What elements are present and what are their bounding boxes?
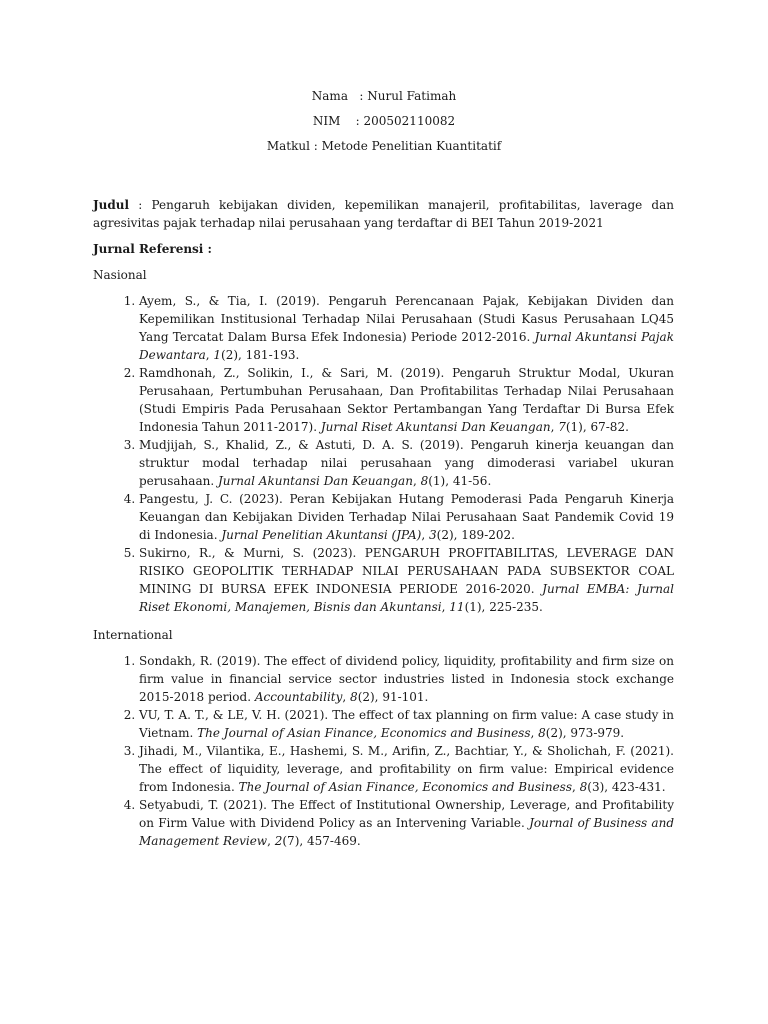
reference-item: 1. Ayem, S., & Tia, I. (2019). Pengaruh Perencanaan Pajak, Kebijakan Dividen dan Kepemilikan Institusional Terhadap Nilai Perusahaan (Studi Kasus Perusahaan LQ45 Yang Tercatat Dalam Bursa Efek Indonesia) Periode 2012-2016. Jurnal Akuntansi Pajak Dewantara, 1(2), 181-193. [139, 292, 674, 364]
nasional-list [93, 292, 674, 616]
reference-item: 3. Jihadi, M., Vilantika, E., Hashemi, S. M., Arifin, Z., Bachtiar, Y., & Sholichah, F. (2021). The effect of liquidity, leverage, and profitability on firm value: Empirical evidence from Indonesia. The Journal of Asian Finance, Economics and Business, 8(3), 423-431. [139, 742, 674, 796]
reference-item: 2. VU, T. A. T., & LE, V. H. (2021). The effect of tax planning on firm value: A case study in Vietnam. The Journal of Asian Finance, Economics and Business, 8(2), 973-979. [139, 706, 674, 742]
nasional-heading: Nasional [93, 268, 147, 282]
reference-item: 4. Setyabudi, T. (2021). The Effect of Institutional Ownership, Leverage, and Profitability on Firm Value with Dividend Policy as an Intervening Variable. Journal of Business and Management Review, 2(7), 457-469. [139, 796, 674, 850]
nama-line: Nama : Nurul Fatimah [311, 89, 457, 103]
reference-item: 3. Mudjijah, S., Khalid, Z., & Astuti, D. A. S. (2019). Pengaruh kinerja keuangan dan struktur modal terhadap nilai perusahaan yang dimoderasi variabel ukuran perusahaan. Jurnal Akuntansi Dan Keuangan, 8(1), 41-56. [139, 436, 674, 490]
judul-text: : Pengaruh kebijakan dividen, kepemilikan manajeril, profitabilitas, laverage dan agresivitas pajak terhadap nilai perusahaan yang terdaftar di BEI Tahun 2019-2021 [93, 198, 674, 230]
reference-item: 2. Ramdhonah, Z., Solikin, I., & Sari, M. (2019). Pengaruh Struktur Modal, Ukuran Perusahaan, Pertumbuhan Perusahaan, Dan Profitabilitas Terhadap Nilai Perusahaan (Studi Empiris Pada Perusahaan Sektor Pertambangan Yang Terdaftar Di Bursa Efek Indonesia Tahun 2011-2017). Jurnal Riset Akuntansi Dan Keuangan, 7(1), 67-82. [139, 364, 674, 436]
matkul-line: Matkul : Metode Penelitian Kuantitatif [266, 139, 502, 153]
judul-label: Judul [93, 198, 130, 212]
reference-item: 5. Sukirno, R., & Murni, S. (2023). PENGARUH PROFITABILITAS, LEVERAGE DAN RISIKO GEOPOLITIK TERHADAP NILAI PERUSAHAAN PADA SUBSEKTOR COAL MINING DI BURSA EFEK INDONESIA PERIODE 2016-2020. Jurnal EMBA: Jurnal Riset Ekonomi, Manajemen, Bisnis dan Akuntansi, 11(1), 225-235. [139, 544, 674, 616]
international-list [93, 652, 674, 850]
document-body [93, 196, 674, 850]
student-header [0, 86, 768, 161]
nim-line: NIM : 200502110082 [312, 114, 456, 128]
jurnal-referensi-title: Jurnal Referensi : [93, 242, 212, 256]
reference-item: 4. Pangestu, J. C. (2023). Peran Kebijakan Hutang Pemoderasi Pada Pengaruh Kinerja Keuangan dan Kebijakan Dividen Terhadap Nilai Perusahaan Saat Pandemik Covid 19 di Indonesia. Jurnal Penelitian Akuntansi (JPA), 3(2), 189-202. [139, 490, 674, 544]
judul-paragraph [93, 196, 674, 232]
international-heading: International [93, 628, 173, 642]
reference-item: 1. Sondakh, R. (2019). The effect of dividend policy, liquidity, profitability and firm size on firm value in financial service sector industries listed in Indonesia stock exchange 2015-2018 period. Accountability, 8(2), 91-101. [139, 652, 674, 706]
